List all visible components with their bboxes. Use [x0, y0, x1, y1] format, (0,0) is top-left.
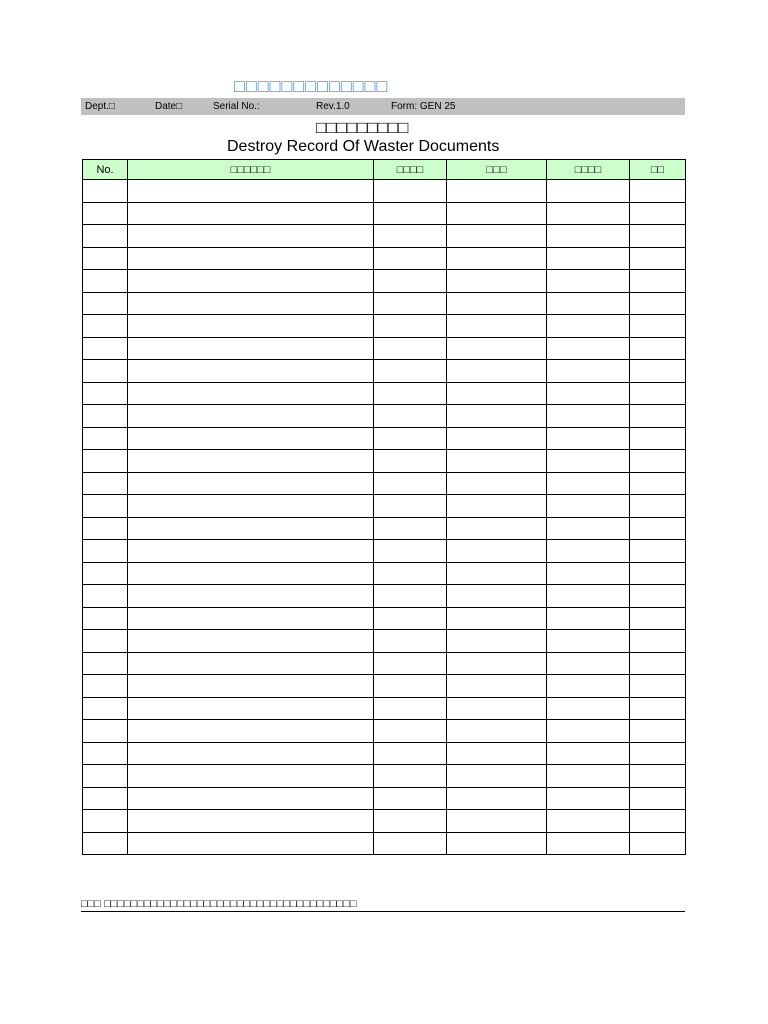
table-cell[interactable] — [630, 337, 686, 360]
table-cell[interactable] — [83, 360, 128, 383]
table-cell[interactable] — [630, 405, 686, 428]
table-row — [83, 180, 686, 203]
table-cell[interactable] — [547, 607, 630, 630]
table-cell[interactable] — [374, 405, 447, 428]
table-cell[interactable] — [447, 630, 547, 653]
table-cell[interactable] — [630, 742, 686, 765]
table-row — [83, 607, 686, 630]
table-cell[interactable] — [128, 495, 374, 518]
table-row — [83, 360, 686, 383]
table-cell[interactable] — [547, 270, 630, 293]
table-row — [83, 810, 686, 833]
table-cell[interactable] — [128, 562, 374, 585]
table-cell[interactable] — [374, 225, 447, 248]
table-cell[interactable] — [547, 787, 630, 810]
column-header-no: No. — [83, 160, 128, 180]
revision-label: Rev.1.0 — [316, 101, 350, 112]
table-cell[interactable] — [374, 472, 447, 495]
table-cell[interactable] — [547, 315, 630, 338]
table-cell[interactable] — [128, 472, 374, 495]
table-cell[interactable] — [630, 382, 686, 405]
table-cell[interactable] — [83, 810, 128, 833]
form-label: Form: GEN 25 — [391, 101, 456, 112]
table-cell[interactable] — [128, 270, 374, 293]
table-cell[interactable] — [374, 675, 447, 698]
column-header-remarks: □□ — [630, 160, 686, 180]
table-cell[interactable] — [83, 675, 128, 698]
table-cell[interactable] — [630, 427, 686, 450]
table-cell[interactable] — [374, 427, 447, 450]
table-cell[interactable] — [447, 337, 547, 360]
table-row — [83, 292, 686, 315]
table-cell[interactable] — [128, 607, 374, 630]
table-cell[interactable] — [83, 472, 128, 495]
table-cell[interactable] — [630, 787, 686, 810]
table-cell[interactable] — [630, 697, 686, 720]
table-cell[interactable] — [374, 562, 447, 585]
table-row — [83, 337, 686, 360]
table-cell[interactable] — [447, 585, 547, 608]
table-cell[interactable] — [83, 562, 128, 585]
table-cell[interactable] — [128, 787, 374, 810]
table-cell[interactable] — [83, 517, 128, 540]
table-cell[interactable] — [547, 540, 630, 563]
table-cell[interactable] — [374, 832, 447, 855]
dept-label: Dept.□ — [85, 101, 115, 112]
table-cell[interactable] — [83, 382, 128, 405]
table-cell[interactable] — [128, 360, 374, 383]
table-cell[interactable] — [83, 787, 128, 810]
table-cell[interactable] — [547, 225, 630, 248]
table-cell[interactable] — [447, 450, 547, 473]
table-row — [83, 765, 686, 788]
table-cell[interactable] — [447, 180, 547, 203]
table-cell[interactable] — [374, 202, 447, 225]
table-cell[interactable] — [374, 630, 447, 653]
table-row — [83, 630, 686, 653]
table-cell[interactable] — [547, 472, 630, 495]
table-cell[interactable] — [447, 765, 547, 788]
table-cell[interactable] — [83, 630, 128, 653]
destroy-record-table — [82, 159, 686, 855]
table-row — [83, 652, 686, 675]
table-cell[interactable] — [374, 450, 447, 473]
table-cell[interactable] — [128, 337, 374, 360]
table-cell[interactable] — [83, 337, 128, 360]
table-cell[interactable] — [630, 225, 686, 248]
table-cell[interactable] — [128, 630, 374, 653]
table-cell[interactable] — [630, 675, 686, 698]
table-row — [83, 697, 686, 720]
table-cell[interactable] — [447, 697, 547, 720]
table-cell[interactable] — [374, 270, 447, 293]
table-cell[interactable] — [447, 652, 547, 675]
table-cell[interactable] — [630, 315, 686, 338]
table-row — [83, 427, 686, 450]
title-english-text: Destroy Record Of Waster Documents — [227, 138, 500, 155]
table-cell[interactable] — [128, 697, 374, 720]
table-cell[interactable] — [447, 270, 547, 293]
table-cell[interactable] — [547, 427, 630, 450]
table-cell[interactable] — [83, 652, 128, 675]
table-cell[interactable] — [630, 517, 686, 540]
table-cell[interactable] — [83, 585, 128, 608]
table-cell[interactable] — [547, 585, 630, 608]
date-label: Date□ — [155, 101, 183, 112]
table-cell[interactable] — [630, 360, 686, 383]
table-cell[interactable] — [547, 630, 630, 653]
footer-note — [81, 898, 685, 912]
table-cell[interactable] — [128, 720, 374, 743]
table-row — [83, 472, 686, 495]
table-cell[interactable] — [447, 675, 547, 698]
table-row — [83, 720, 686, 743]
table-cell[interactable] — [83, 405, 128, 428]
table-cell[interactable] — [128, 202, 374, 225]
table-cell[interactable] — [83, 270, 128, 293]
title-chinese-text: □□□□□□□□□ — [316, 118, 409, 137]
table-row — [83, 405, 686, 428]
table-cell[interactable] — [83, 540, 128, 563]
table-cell[interactable] — [374, 787, 447, 810]
table-cell[interactable] — [447, 427, 547, 450]
table-cell[interactable] — [630, 810, 686, 833]
table-row — [83, 495, 686, 518]
table-cell[interactable] — [447, 607, 547, 630]
table-cell[interactable] — [447, 495, 547, 518]
table-cell[interactable] — [83, 495, 128, 518]
table-cell[interactable] — [547, 720, 630, 743]
table-cell[interactable] — [547, 810, 630, 833]
table-cell[interactable] — [128, 247, 374, 270]
table-cell[interactable] — [374, 607, 447, 630]
table-row — [83, 585, 686, 608]
table-cell[interactable] — [630, 720, 686, 743]
table-cell[interactable] — [128, 675, 374, 698]
table-cell[interactable] — [128, 540, 374, 563]
table-cell[interactable] — [128, 292, 374, 315]
table-body — [83, 180, 686, 855]
table-cell[interactable] — [447, 382, 547, 405]
column-header-quantity: □□□□ — [374, 160, 447, 180]
table-row — [83, 742, 686, 765]
table-row — [83, 540, 686, 563]
table-cell[interactable] — [374, 360, 447, 383]
table-cell[interactable] — [630, 495, 686, 518]
table-cell[interactable] — [547, 247, 630, 270]
table-cell[interactable] — [547, 675, 630, 698]
table-cell[interactable] — [630, 832, 686, 855]
table-row — [83, 202, 686, 225]
table-cell[interactable] — [83, 742, 128, 765]
column-header-document-name: □□□□□□ — [128, 160, 374, 180]
table-cell[interactable] — [547, 405, 630, 428]
table-cell[interactable] — [447, 202, 547, 225]
table-cell[interactable] — [374, 382, 447, 405]
table-cell[interactable] — [547, 697, 630, 720]
table-cell[interactable] — [374, 697, 447, 720]
table-cell[interactable] — [547, 517, 630, 540]
table-cell[interactable] — [547, 450, 630, 473]
table-cell[interactable] — [447, 247, 547, 270]
table-cell[interactable] — [374, 337, 447, 360]
table-row — [83, 382, 686, 405]
table-cell[interactable] — [630, 450, 686, 473]
table-cell[interactable] — [447, 225, 547, 248]
table-cell[interactable] — [547, 360, 630, 383]
company-name-text: □□□□□□□□□□□□□ — [234, 76, 389, 96]
table-cell[interactable] — [630, 180, 686, 203]
table-cell[interactable] — [630, 562, 686, 585]
table-cell[interactable] — [547, 742, 630, 765]
table-cell[interactable] — [83, 225, 128, 248]
table-row — [83, 270, 686, 293]
table-cell[interactable] — [447, 787, 547, 810]
table-cell[interactable] — [547, 495, 630, 518]
table-cell[interactable] — [83, 247, 128, 270]
table-cell[interactable] — [128, 450, 374, 473]
table-cell[interactable] — [128, 652, 374, 675]
table-cell[interactable] — [374, 585, 447, 608]
table-cell[interactable] — [374, 540, 447, 563]
table-cell[interactable] — [547, 292, 630, 315]
meta-bar — [81, 98, 685, 115]
table-cell[interactable] — [630, 540, 686, 563]
table-cell[interactable] — [83, 427, 128, 450]
serial-label: Serial No.: — [213, 101, 260, 112]
table-cell[interactable] — [447, 540, 547, 563]
table-cell[interactable] — [83, 202, 128, 225]
column-header-destroy-date: □□□□ — [547, 160, 630, 180]
table-cell[interactable] — [128, 765, 374, 788]
table-row — [83, 787, 686, 810]
table-cell[interactable] — [547, 765, 630, 788]
table-cell[interactable] — [128, 427, 374, 450]
table-cell[interactable] — [83, 315, 128, 338]
table-cell[interactable] — [83, 180, 128, 203]
table-cell[interactable] — [547, 180, 630, 203]
table-cell[interactable] — [447, 360, 547, 383]
table-cell[interactable] — [374, 315, 447, 338]
table-row — [83, 562, 686, 585]
table-cell[interactable] — [447, 810, 547, 833]
table-row — [83, 675, 686, 698]
table-cell[interactable] — [128, 225, 374, 248]
table-cell[interactable] — [128, 742, 374, 765]
table-cell[interactable] — [447, 472, 547, 495]
table-row — [83, 450, 686, 473]
table-cell[interactable] — [547, 337, 630, 360]
table-cell[interactable] — [374, 810, 447, 833]
table-cell[interactable] — [128, 517, 374, 540]
table-row — [83, 517, 686, 540]
table-cell[interactable] — [547, 652, 630, 675]
table-cell[interactable] — [447, 405, 547, 428]
table-cell[interactable] — [630, 630, 686, 653]
table-cell[interactable] — [128, 810, 374, 833]
table-cell[interactable] — [547, 832, 630, 855]
table-cell[interactable] — [374, 517, 447, 540]
table-cell[interactable] — [374, 180, 447, 203]
table-cell[interactable] — [630, 202, 686, 225]
table-cell[interactable] — [630, 270, 686, 293]
table-cell[interactable] — [630, 585, 686, 608]
table-cell[interactable] — [447, 517, 547, 540]
table-cell[interactable] — [128, 315, 374, 338]
table-cell[interactable] — [447, 832, 547, 855]
table-row — [83, 832, 686, 855]
table-row — [83, 315, 686, 338]
table-cell[interactable] — [630, 765, 686, 788]
table-cell[interactable] — [83, 697, 128, 720]
table-cell[interactable] — [128, 405, 374, 428]
table-cell[interactable] — [374, 720, 447, 743]
table-cell[interactable] — [83, 450, 128, 473]
table-cell[interactable] — [128, 585, 374, 608]
table-cell[interactable] — [374, 495, 447, 518]
table-cell[interactable] — [630, 472, 686, 495]
table-cell[interactable] — [128, 382, 374, 405]
footer-note-text: □□□ □□□□□□□□□□□□□□□□□□□□□□□□□□□□□□□□□□□□□□ — [81, 898, 357, 910]
table-cell[interactable] — [447, 742, 547, 765]
table-cell[interactable] — [374, 652, 447, 675]
table-cell[interactable] — [374, 292, 447, 315]
table-cell[interactable] — [630, 292, 686, 315]
table-cell[interactable] — [374, 765, 447, 788]
table-cell[interactable] — [630, 607, 686, 630]
table-cell[interactable] — [447, 720, 547, 743]
table-cell[interactable] — [128, 832, 374, 855]
table-cell[interactable] — [83, 292, 128, 315]
table-cell[interactable] — [630, 247, 686, 270]
table-cell[interactable] — [447, 315, 547, 338]
table-cell[interactable] — [83, 607, 128, 630]
table-cell[interactable] — [374, 742, 447, 765]
table-cell[interactable] — [374, 247, 447, 270]
table-cell[interactable] — [83, 765, 128, 788]
table-cell[interactable] — [83, 720, 128, 743]
table-cell[interactable] — [128, 180, 374, 203]
table-cell[interactable] — [547, 562, 630, 585]
table-cell[interactable] — [547, 202, 630, 225]
table-cell[interactable] — [630, 652, 686, 675]
table-cell[interactable] — [447, 562, 547, 585]
column-header-destroyer: □□□ — [447, 160, 547, 180]
table-row — [83, 225, 686, 248]
table-row — [83, 247, 686, 270]
table-cell[interactable] — [447, 292, 547, 315]
table-cell[interactable] — [547, 382, 630, 405]
table-header-row — [83, 160, 686, 180]
table-cell[interactable] — [83, 832, 128, 855]
